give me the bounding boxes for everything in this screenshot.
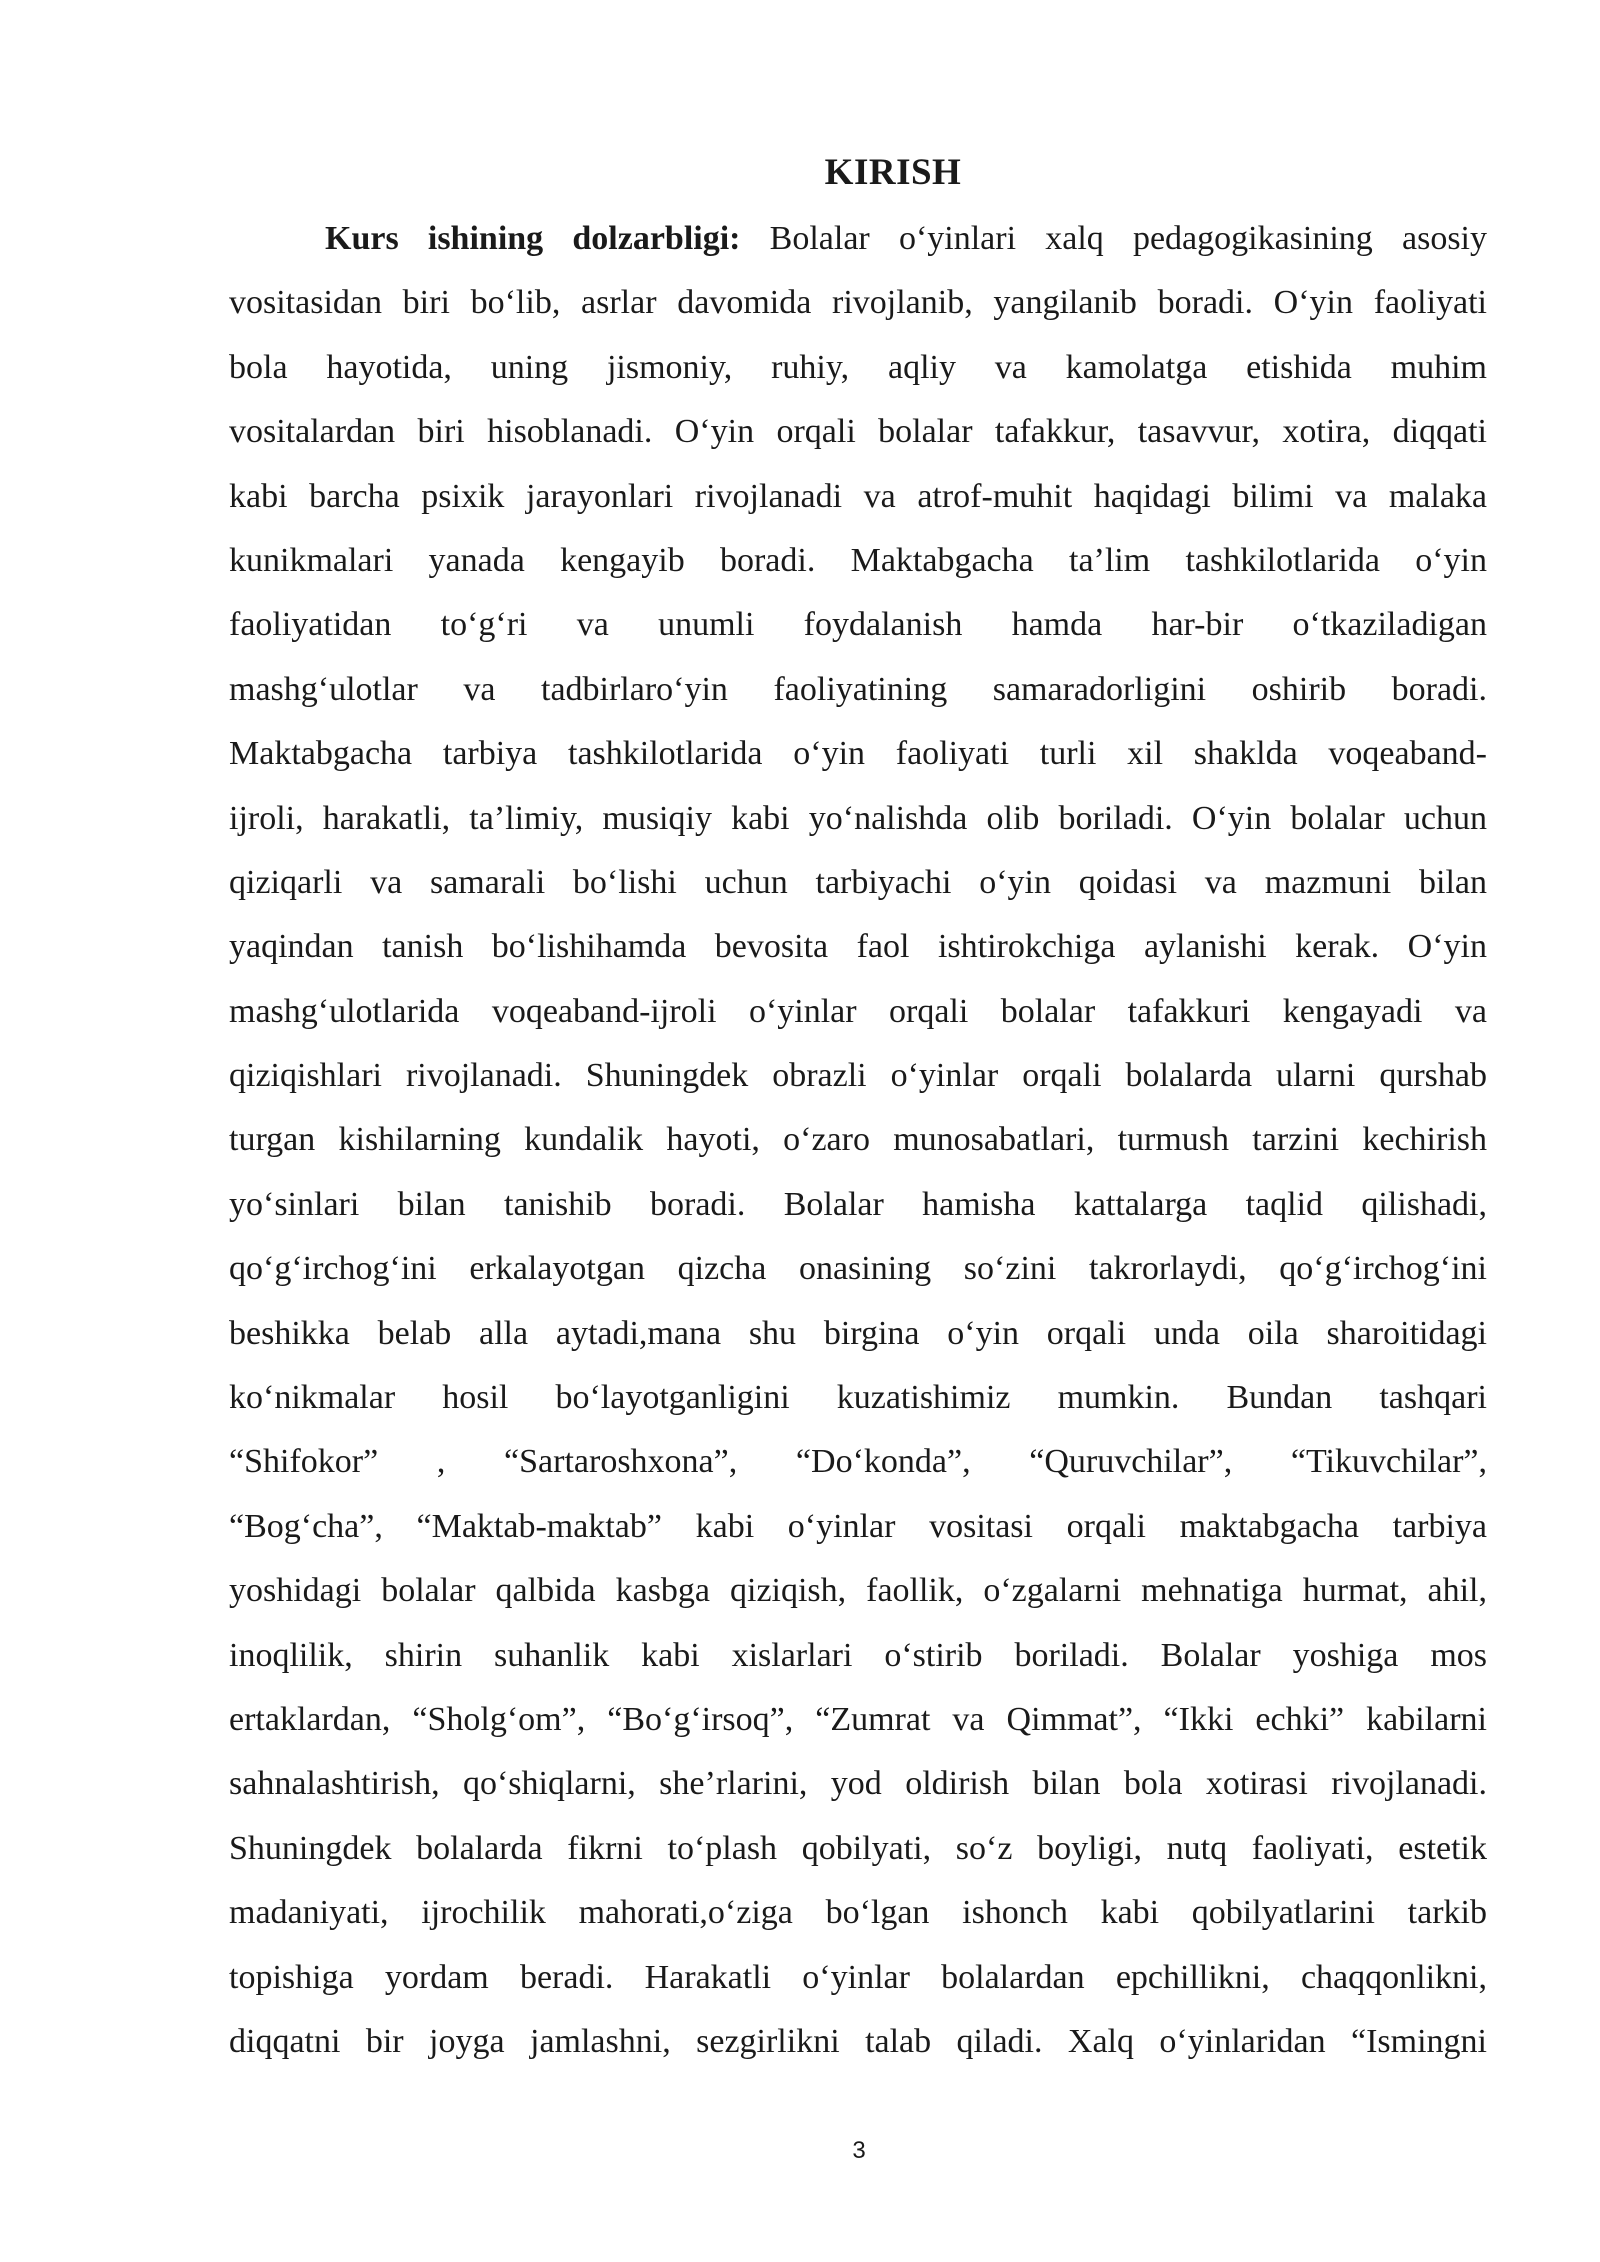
paragraph-line: ertaklardan, “Sholg‘om”, “Bo‘g‘irsoq”, “Zumrat va Qimmat”, “Ikki echki” kabilarni bbox=[229, 1700, 1487, 1738]
paragraph-line: “Bog‘cha”, “Maktab-maktab” kabi o‘yinlar vositasi orqali maktabgacha tarbiya bbox=[229, 1507, 1487, 1545]
paragraph-line: yo‘sinlari bilan tanishib boradi. Bolalar hamisha kattalarga taqlid qilishadi, bbox=[229, 1185, 1487, 1223]
paragraph-line: ijroli, harakatli, ta’limiy, musiqiy kabi yo‘nalishda olib boriladi. O‘yin bolalar uchun bbox=[229, 799, 1487, 837]
paragraph-line: qiziqishlari rivojlanadi. Shuningdek obrazli o‘yinlar orqali bolalarda ularni qurshab bbox=[229, 1057, 1487, 1095]
paragraph-line: sahnalashtirish, qo‘shiqlarni, she’rlarini, yod oldirish bilan bola xotirasi rivojlanadi. bbox=[229, 1765, 1487, 1803]
paragraph-line: qo‘g‘irchog‘ini erkalayotgan qizcha onasining so‘zini takrorlaydi, qo‘g‘irchog‘ini bbox=[229, 1250, 1487, 1288]
section-heading: KIRISH bbox=[824, 152, 962, 193]
page-number: 3 bbox=[852, 2137, 866, 2164]
paragraph-line: beshikka belab alla aytadi,mana shu birgina o‘yin orqali unda oila sharoitidagi bbox=[229, 1314, 1487, 1352]
paragraph-line: vositalardan biri hisoblanadi. O‘yin orqali bolalar tafakkur, tasavvur, xotira, diqqati bbox=[229, 413, 1487, 451]
paragraph-line: bola hayotida, uning jismoniy, ruhiy, aqliy va kamolatga etishida muhim bbox=[229, 348, 1487, 386]
paragraph-line: kabi barcha psixik jarayonlari rivojlanadi va atrof-muhit haqidagi bilimi va malaka bbox=[229, 477, 1487, 515]
paragraph-line: ko‘nikmalar hosil bo‘layotganligini kuzatishimiz mumkin. Bundan tashqari bbox=[229, 1379, 1487, 1417]
paragraph-line-text: Bolalar o‘yinlari xalq pedagogikasining asosiy bbox=[740, 220, 1487, 257]
paragraph-line: faoliyatidan to‘g‘ri va unumli foydalanish hamda har-bir o‘tkaziladigan bbox=[229, 606, 1487, 644]
paragraph-line: diqqatni bir joyga jamlashni, sezgirlikni talab qiladi. Xalq o‘yinlaridan “Ismingni bbox=[229, 2022, 1487, 2060]
paragraph-line: turgan kishilarning kundalik hayoti, o‘zaro munosabatlari, turmush tarzini kechirish bbox=[229, 1121, 1487, 1159]
paragraph-line-first bbox=[229, 207, 1487, 271]
paragraph-line: mashg‘ulotlar va tadbirlaro‘yin faoliyatining samaradorligini oshirib boradi. bbox=[229, 670, 1487, 708]
paragraph-line: vositasidan biri bo‘lib, asrlar davomida rivojlanib, yangilanib boradi. O‘yin faoliyati bbox=[229, 284, 1487, 322]
paragraph-line: Shuningdek bolalarda fikrni to‘plash qobilyati, so‘z boyligi, nutq faoliyati, estetik bbox=[229, 1829, 1487, 1867]
paragraph-line: yaqindan tanish bo‘lishihamda bevosita faol ishtirokchiga aylanishi kerak. O‘yin bbox=[229, 928, 1487, 966]
paragraph-line: Maktabgacha tarbiya tashkilotlarida o‘yin faoliyati turli xil shaklda voqeaband- bbox=[229, 735, 1487, 773]
paragraph-line: qiziqarli va samarali bo‘lishi uchun tarbiyachi o‘yin qoidasi va mazmuni bilan bbox=[229, 863, 1487, 901]
paragraph-line: inoqlilik, shirin suhanlik kabi xislarlari o‘stirib boriladi. Bolalar yoshiga mos bbox=[229, 1636, 1487, 1674]
paragraph-line: “Shifokor” , “Sartaroshxona”, “Do‘konda”, “Quruvchilar”, “Tikuvchilar”, bbox=[229, 1443, 1487, 1481]
paragraph-line: topishiga yordam beradi. Harakatli o‘yinlar bolalardan epchillikni, chaqqonlikni, bbox=[229, 1958, 1487, 1996]
lead-label: Kurs ishining dolzarbligi: bbox=[325, 220, 741, 257]
paragraph-line: yoshidagi bolalar qalbida kasbga qiziqish, faollik, o‘zgalarni mehnatiga hurmat, ahil, bbox=[229, 1572, 1487, 1610]
paragraph-line: madaniyati, ijrochilik mahorati,o‘ziga bo‘lgan ishonch kabi qobilyatlarini tarkib bbox=[229, 1894, 1487, 1932]
paragraph-line: kunikmalari yanada kengayib boradi. Maktabgacha ta’lim tashkilotlarida o‘yin bbox=[229, 541, 1487, 579]
paragraph-line: mashg‘ulotlarida voqeaband-ijroli o‘yinlar orqali bolalar tafakkuri kengayadi va bbox=[229, 992, 1487, 1030]
body-paragraph bbox=[229, 207, 1487, 2074]
